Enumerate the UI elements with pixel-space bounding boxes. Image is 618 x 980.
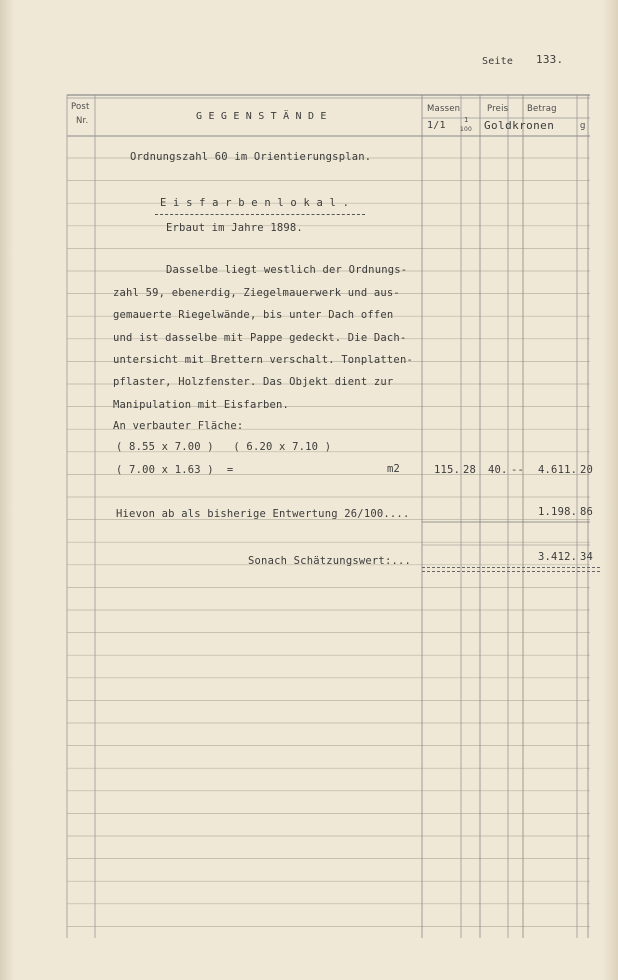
title-underline (155, 214, 365, 215)
col-header-massen: Massen (427, 104, 461, 114)
result-double-underline (422, 567, 600, 572)
area-label: An verbauter Fläche: (113, 420, 244, 432)
col-header-post: Post (71, 102, 90, 112)
mass-decimal: 28 (463, 464, 477, 476)
area-unit: m2 (387, 463, 401, 475)
area-formula-2: ( 7.00 x 1.63 ) = (116, 464, 234, 476)
description-line-5: untersicht mit Brettern verschalt. Tonplatten- (113, 354, 413, 366)
price-decimal: -- (511, 464, 525, 476)
object-title: E i s f a r b e n l o k a l . (160, 197, 350, 209)
built-year: Erbaut im Jahre 1898. (166, 222, 303, 234)
description-line-2: zahl 59, ebenerdig, Ziegelmauerwerk und aus- (113, 287, 400, 299)
col-header-massen-frac-num: 1 (464, 116, 469, 124)
page-number: 133. (536, 53, 564, 66)
page-label: Seite (482, 56, 514, 67)
col-header-betrag: Betrag (527, 104, 557, 114)
deduction-integer: 1.198. (538, 506, 578, 518)
description-line-1: Dasselbe liegt westlich der Ordnungs- (166, 264, 408, 276)
col-header-nr: Nr. (76, 116, 89, 126)
col-header-massen-1-1: 1/1 (427, 120, 446, 131)
deduction-label: Hievon ab als bisherige Entwertung 26/100.... (116, 508, 410, 520)
description-line-6: pflaster, Holzfenster. Das Objekt dient zur (113, 376, 394, 388)
description-line-4: und ist dasselbe mit Pappe gedeckt. Die Dach- (113, 332, 407, 344)
col-header-currency: Goldkronen (484, 119, 555, 132)
result-decimal: 34 (580, 551, 594, 563)
result-label: Sonach Schätzungswert:... (248, 555, 412, 567)
col-header-massen-frac-den: 100 (460, 126, 473, 133)
deduction-decimal: 86 (580, 506, 594, 518)
mass-integer: 115. (434, 464, 461, 476)
ordnungszahl-line: Ordnungszahl 60 im Orientierungsplan. (130, 151, 372, 163)
col-header-g: g (580, 121, 586, 131)
col-header-gegenstaende: G E G E N S T Ä N D E (196, 111, 327, 122)
area-formula-1: ( 8.55 x 7.00 ) ( 6.20 x 7.10 ) (116, 441, 332, 453)
amount-decimal: 20 (580, 464, 594, 476)
amount-integer: 4.611. (538, 464, 578, 476)
description-line-7: Manipulation mit Eisfarben. (113, 399, 290, 411)
col-header-preis: Preis (487, 104, 509, 114)
result-integer: 3.412. (538, 551, 578, 563)
price-integer: 40. (488, 464, 508, 476)
description-line-3: gemauerte Riegelwände, bis unter Dach offen (113, 309, 394, 321)
